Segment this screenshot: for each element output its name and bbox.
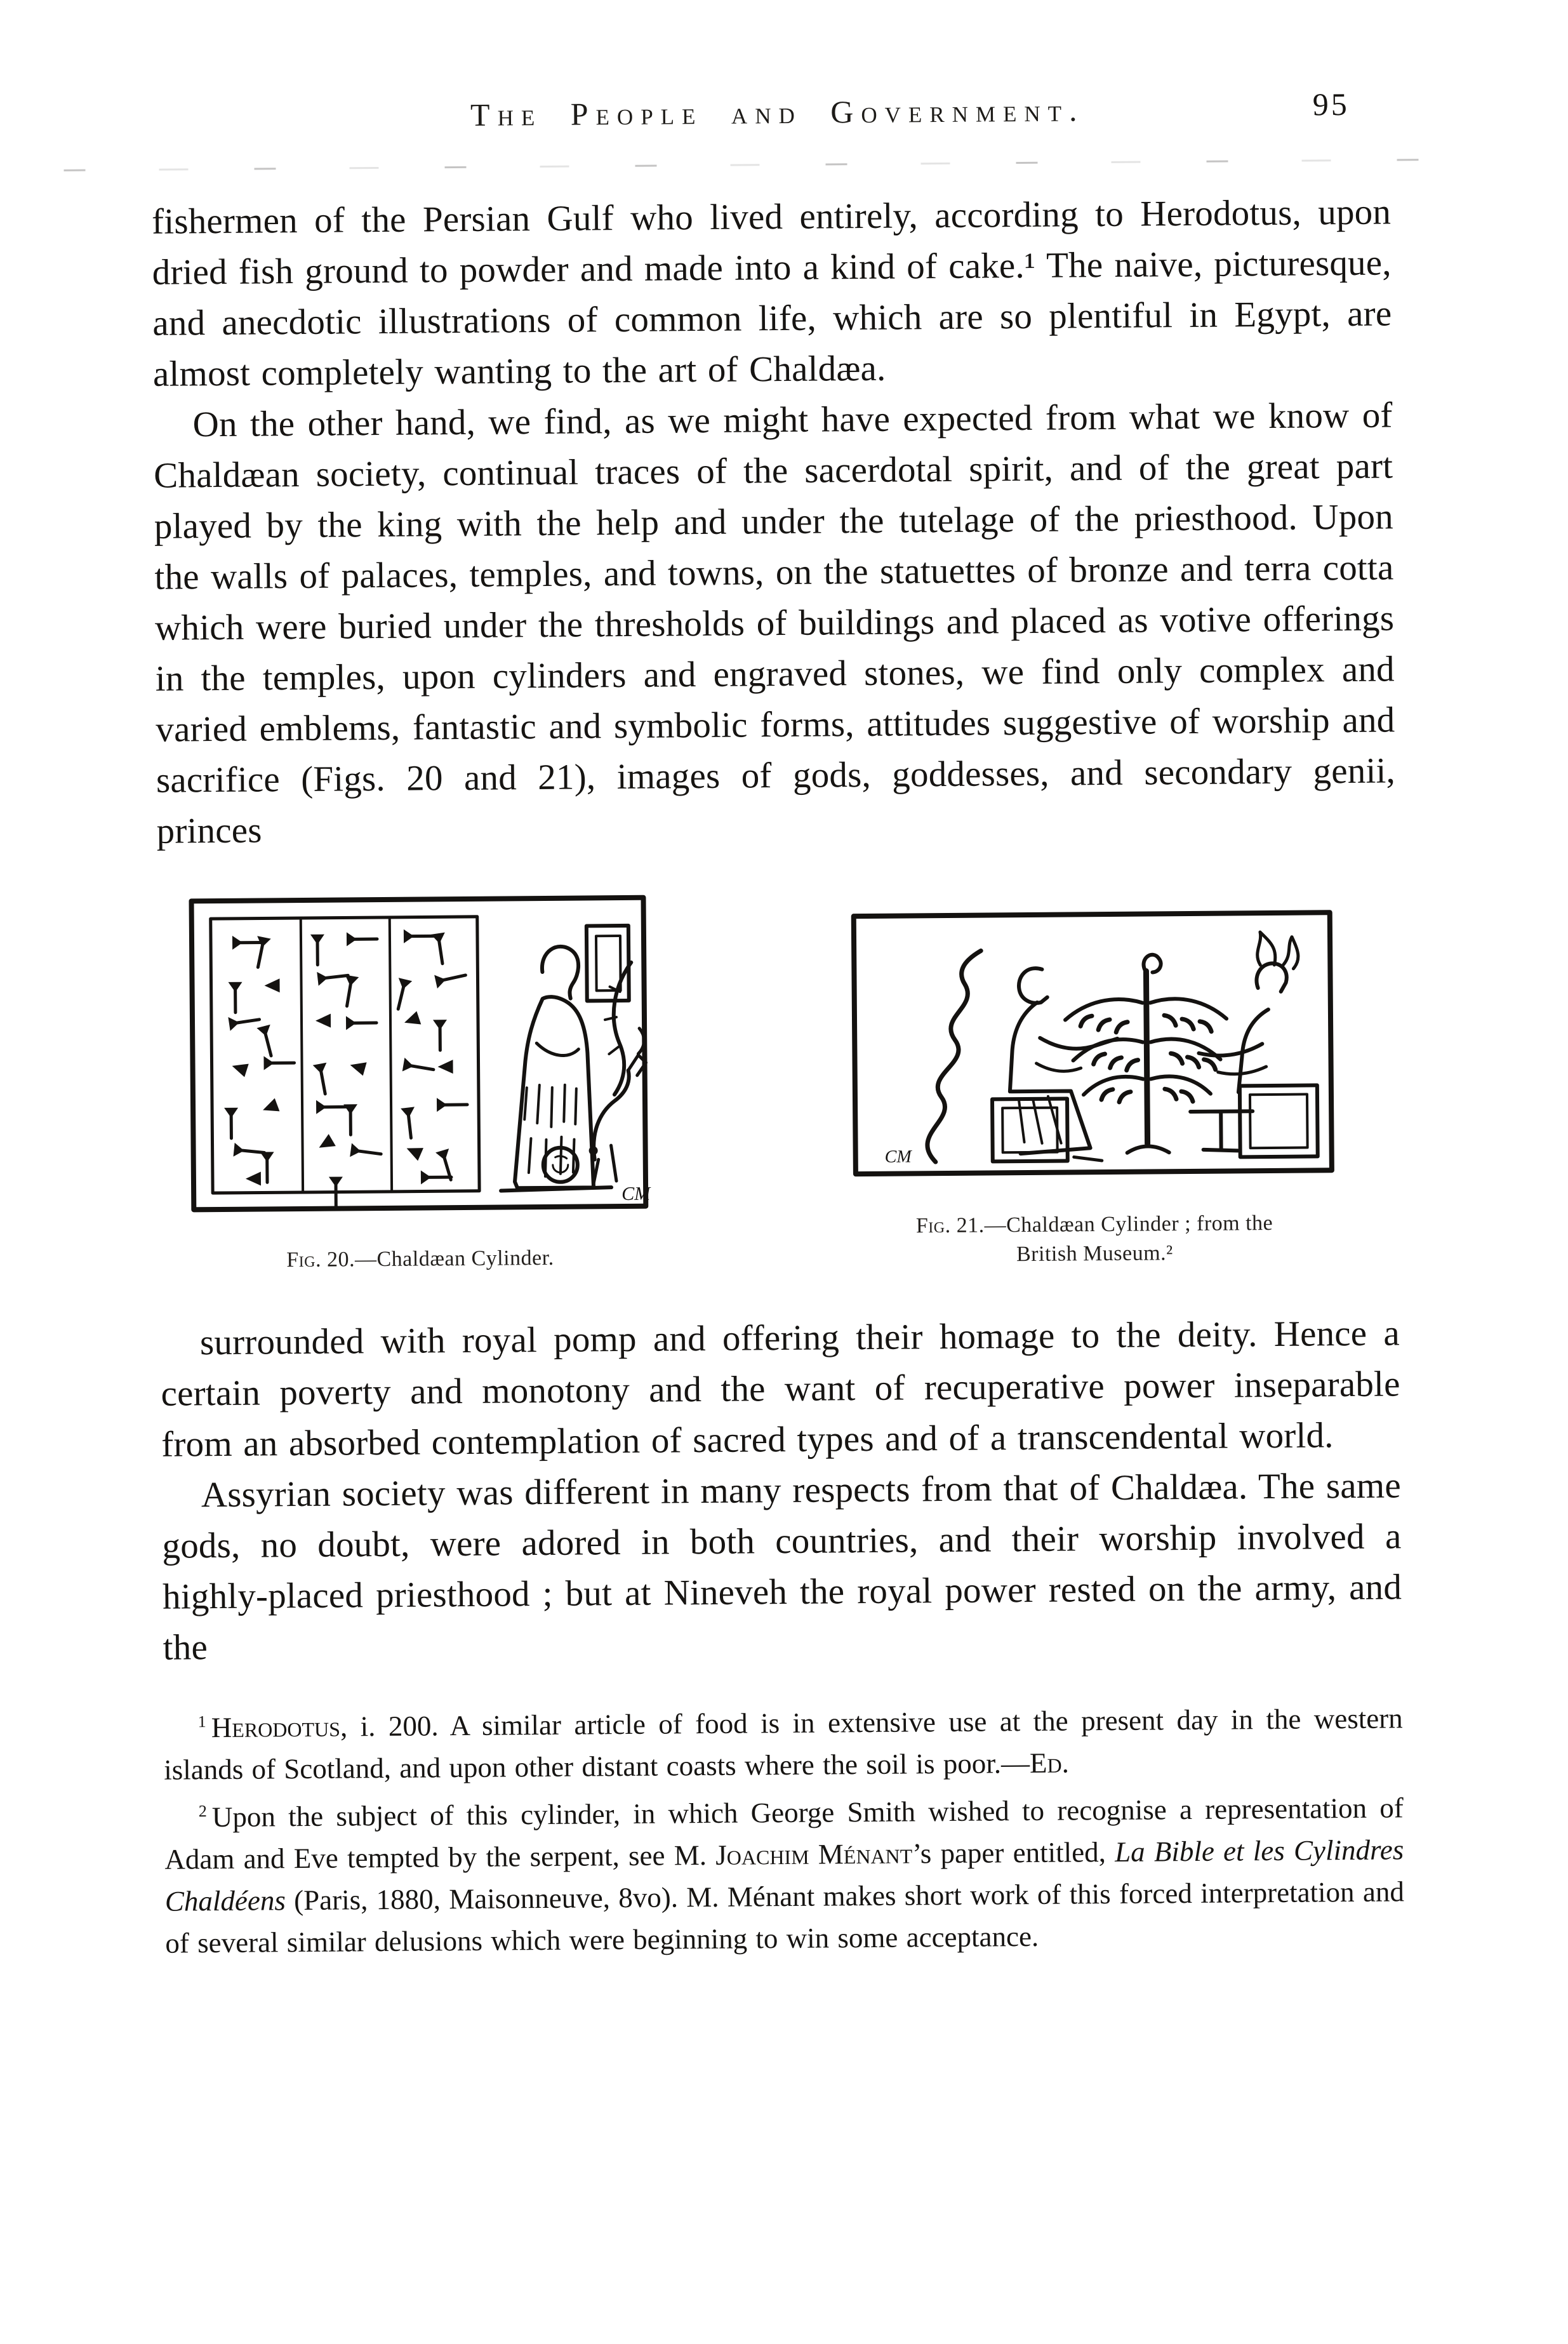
paragraph-surrounded: surrounded with royal pomp and offering their homage to the deity. Hence a certain poverty and monotony and the want of recuperative power inseparable from an absorbed contemplation of sacred types and of a transcendental world. bbox=[161, 1313, 1400, 1465]
footnote-2-author: Joachim Ménant bbox=[715, 1837, 913, 1871]
footnote-1-text: , i. 200. A similar article of food is in extensive use at the present day in the western islands of Scotland, and upon other distant coasts where the soil is poor.— bbox=[164, 1702, 1403, 1786]
footnote-2-book-title: La Bible et les Cylindres Chaldéens bbox=[164, 1834, 1404, 1917]
footnote-2 bbox=[164, 1781, 1405, 1964]
footnote-2-marker: 2 bbox=[198, 1802, 207, 1821]
page-number: 95 bbox=[1312, 86, 1350, 123]
figure-20 bbox=[182, 890, 655, 1276]
cuneiform-inscription-panel bbox=[211, 917, 480, 1208]
text-block bbox=[152, 187, 1405, 1964]
seated-figure-left bbox=[991, 968, 1118, 1161]
footnote-1-author: Herodotus bbox=[211, 1710, 341, 1744]
engraver-monogram: CM bbox=[621, 1183, 651, 1205]
figure-21-engraving bbox=[846, 906, 1340, 1183]
figure-20-label: Fig. bbox=[286, 1248, 322, 1272]
running-header-title: The People and Government. bbox=[470, 92, 1085, 133]
footnote-2-text-end: (Paris, 1880, Maisonneuve, 8vo). M. Ménant makes short work of this forced interpretation and of several similar delusions which were beginning to win some acceptance. bbox=[165, 1875, 1405, 1959]
paragraph-on-the-other-hand: On the other hand, we find, as we might have expected from what we know of Chaldæan society, continual traces of the sacerdotal spirit, and of the great part played by the king with the help and under the tutelage of the priesthood. Upon the walls of palaces, temples, and towns, on the statuettes of bronze and terra cotta which were buried under the thresholds of buildings and placed as votive offerings in the temples, upon cylinders and engraved stones, we find only complex and varied emblems, fantastic and symbolic forms, attitudes suggestive of worship and sacrifice (Figs. 20 and 21), images of gods, goddesses, and secondary genii, princes bbox=[154, 395, 1396, 851]
footnote-2-text-mid: ’s paper entitled, bbox=[912, 1835, 1115, 1870]
figure-21-label: Fig. bbox=[915, 1213, 951, 1238]
figure-20-caption-text: 20.—Chaldæan Cylinder. bbox=[321, 1246, 554, 1272]
engraver-monogram: CM bbox=[884, 1147, 912, 1167]
offering-table bbox=[1190, 1111, 1252, 1151]
figure-21 bbox=[846, 906, 1341, 1270]
paragraph-assyrian-society: Assyrian society was different in many respects from that of Chaldæa. The same gods, no doubt, were adored in both countries, and their worship involved a highly-placed priesthood ; but at Nineveh the royal power rested on the army, and the bbox=[162, 1465, 1402, 1668]
figure-20-caption bbox=[286, 1244, 554, 1275]
goat-and-sacred-tree bbox=[587, 926, 647, 1184]
footnote-2-text-start: Upon the subject of this cylinder, in which George Smith wished to recognise a representation of Adam and Eve tempted by the serpent, see M. bbox=[164, 1792, 1404, 1875]
figure-21-caption-line2: British Museum.² bbox=[1016, 1241, 1173, 1267]
figure-21-caption-text: 21.—Chaldæan Cylinder ; from the bbox=[950, 1211, 1273, 1237]
figure-20-engraving bbox=[182, 890, 654, 1218]
serpent bbox=[926, 951, 982, 1162]
footnote-1-marker: 1 bbox=[197, 1712, 206, 1731]
figure-21-caption bbox=[916, 1209, 1273, 1270]
figures-row bbox=[157, 884, 1399, 1275]
footnote-1 bbox=[163, 1691, 1403, 1790]
footnote-1-editor: Ed. bbox=[1029, 1747, 1070, 1779]
paragraph-fishermen: fishermen of the Persian Gulf who lived entirely, according to Herodotus, upon dried fish ground to powder and made into a kind of cake.¹ The naive, picturesque, and anecdotic illustrations of common life, which are so plentiful in Egypt, are almost completely wanting to the art of Chaldæa. bbox=[151, 192, 1392, 394]
horned-deity-right bbox=[1198, 931, 1318, 1157]
seal-circle-object bbox=[543, 1146, 598, 1182]
header-rule-divider bbox=[63, 158, 1489, 171]
footnotes bbox=[163, 1691, 1404, 1964]
